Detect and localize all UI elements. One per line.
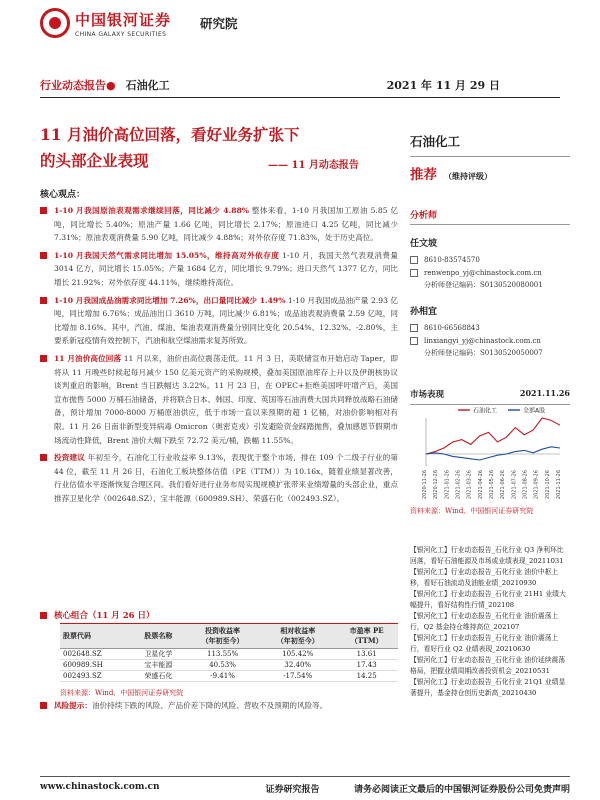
- table-header: 股票名称: [132, 624, 185, 649]
- key-point-text: 整体来看，1-10 月我国加工原油 5.85 亿吨，同比增长 5.40%；原油产量 1.66 亿吨，同比增长 2.17%；原油进口 4.25 亿吨，同比减少 7.31%；原油表观消费量 5.90 亿吨，同比减少 4.88%；对外依存度 71.83%，处于历史高位。: [54, 206, 399, 243]
- analyst-name: 任文坡: [410, 239, 438, 249]
- sidebar-sector: 石油化工: [410, 132, 570, 157]
- related-report[interactable]: 【银河化工】行业动态报告_石化行业 油价延续震荡格局，把握业绩周期改善投资机会_20210531: [410, 656, 566, 675]
- x-tick-label: 2021-09-26: [533, 470, 540, 500]
- table-header: 股票代码: [60, 624, 132, 649]
- x-tick-label: 2021-04-26: [477, 470, 484, 500]
- table-header: 市盈率 PE （TTM）: [335, 624, 398, 649]
- legend-label: 全部A股: [523, 407, 546, 415]
- series-line: [426, 418, 560, 454]
- table-header: 相对收益率 （年初至今）: [260, 624, 335, 649]
- phone-icon: [410, 256, 418, 264]
- page-footer: [40, 776, 570, 795]
- table-source: 资料来源：Wind、中国银河证券研究院: [60, 689, 184, 697]
- analyst-card: [410, 304, 570, 360]
- galaxy-logo-icon: [40, 8, 70, 38]
- rating-value: 推荐: [410, 167, 437, 183]
- x-tick-label: 2021-10-26: [544, 470, 551, 500]
- related-reports: [410, 545, 570, 699]
- analyst-cert: 分析师登记编码：S0130520050007: [424, 349, 543, 358]
- stock-name: 荣盛石化: [132, 671, 185, 682]
- ytd-return: 40.53%: [185, 660, 260, 671]
- bullet-square-icon: [40, 252, 47, 259]
- report-date: 2021 年 11 月 29 日: [386, 78, 500, 92]
- portfolio-heading: [40, 609, 155, 621]
- report-subtitle: —— 11 月动态报告: [268, 160, 359, 171]
- title-line-2: 的头部企业表现: [40, 151, 149, 170]
- table-row: [60, 671, 398, 682]
- chart-source: 资料来源：Wind、中国银河证券研究院: [410, 507, 534, 515]
- stock-code: 600989.SH: [60, 660, 132, 671]
- relative-return: 105.42%: [260, 649, 335, 660]
- logo-name: 中国银河证券: [75, 10, 172, 29]
- market-performance-chart: [410, 404, 570, 504]
- risk-text: 油价持续下跌的风险、产品价差下降的风险、营收不及预期的风险等。: [91, 701, 328, 710]
- related-report[interactable]: 【银河化工】行业动态报告_石化行业 油价震荡上行，看好行业 Q2 业绩表现_20210630: [410, 634, 559, 653]
- key-point-headline: 1-10 月我国天然气需求同比增加 15.05%，维持高对外依存度: [54, 250, 280, 260]
- analyst-phone: 8610-83574570: [424, 256, 480, 265]
- x-tick-label: 2021-06-26: [500, 470, 507, 500]
- relative-return: -17.54%: [260, 671, 335, 682]
- portfolio-table: [60, 623, 398, 682]
- x-tick-label: 2021-02-26: [455, 470, 462, 500]
- key-point-headline: 11 月油价高位回落: [54, 353, 122, 363]
- table-row: [60, 660, 398, 671]
- sidebar: [410, 132, 570, 358]
- analyst-email[interactable]: renwenpo_yj@chinastock.com.cn: [424, 268, 542, 277]
- related-report[interactable]: 【银河化工】行业动态报告_石化行业 油价震荡上行，Q2 基金持仓维持高位_202107: [410, 612, 559, 631]
- rating-block: [410, 163, 570, 183]
- bullet-square-icon: [40, 297, 47, 304]
- ytd-return: 113.55%: [185, 649, 260, 660]
- series-line: [426, 447, 560, 460]
- title-line-1: 11 月油价高位回落，看好业务扩张下: [40, 125, 300, 144]
- chart-header: [410, 388, 570, 405]
- x-tick-label: 2021-05-26: [489, 470, 495, 500]
- x-tick-label: 2021-01-26: [444, 470, 451, 500]
- key-point: [40, 249, 398, 290]
- stock-name: 宝丰能源: [132, 660, 185, 671]
- report-sector: 石油化工: [125, 78, 170, 92]
- bullet-square-icon: [40, 454, 47, 461]
- pe-ttm: 13.61: [335, 649, 398, 660]
- chart-date: 2021.11.26: [519, 388, 570, 398]
- table-header: 投资收益率 （年初至今）: [185, 624, 260, 649]
- footer-url[interactable]: www.chinastock.com.cn: [40, 782, 160, 792]
- x-tick-label: 2021-07-26: [511, 470, 518, 500]
- key-point-headline: 1-10 月我国成品油需求同比增加 7.26%，出口量同比减少 1.49%: [54, 295, 286, 305]
- pe-ttm: 17.43: [335, 660, 398, 671]
- analyst-phone: 8610-66568843: [424, 324, 480, 333]
- key-point-headline: 投资建议: [54, 453, 86, 463]
- relative-return: 32.40%: [260, 660, 335, 671]
- analyst-card: [410, 236, 570, 292]
- phone-icon: [410, 324, 418, 332]
- related-report[interactable]: 【银河化工】行业动态报告_石化行业 21Q1 业绩显著提升，基金持仓创历史新高_20210430: [410, 678, 566, 697]
- email-icon: [410, 269, 418, 277]
- rating-note: （维持评级）: [444, 171, 492, 181]
- risk-point: [40, 699, 398, 713]
- key-point-text: 11 月以来，油价由高位震荡走低。11 月 3 日，美联储宣布开始启动 Taper，即将从 11 月晚些时候起每月减少 150 亿美元资产的采购规模，叠加美国原油库存上升以及伊朗核协议谈判重启的影响，Brent 当日跌幅达 3.22%。11 月 23 日，在 OPEC+拒绝美国呼吁增产后，美国宣布抛售 5000 万桶石油储备，并将联合日本、韩国、印度、英国等石油消费大国共同释放战略石油储备，预计增加 7000-8000 万桶原油供应，低于市场一直以来预期的超 1 亿桶，对油价影响相对有限。11 月 26 日南非新型变异病毒 Omicron（奥密克戎）引发避险资金踩踏抛售，叠加感恩节假期市场流动性降低，Brent 油价大幅下跌至 72.72 美元/桶，跌幅 11.55%。: [54, 353, 398, 445]
- analyst-email[interactable]: linxiangyi_yj@chinastock.com.cn: [424, 336, 541, 345]
- x-tick-label: 2020-12-26: [433, 470, 440, 500]
- x-tick-label: 2021-11-26: [556, 470, 562, 500]
- x-tick-label: 2021-03-26: [466, 470, 473, 500]
- risk-note: [40, 699, 398, 713]
- key-point-text: 年初至今，石油化工行业收益率 9.13%，表现优于整个市场，排在 109 个二级子行业的第 44 位，截至 11 月 26 日，石油化工板块整体估值（PE（TTM））为 10.16x，随着业绩显著改善，行业估值水平逐渐恢复合理区间。我们看好进行业务布局实现规模扩张带来业绩增量的头部企业，重点推荐卫星化学（002648.SZ）、宝丰能源（600989.SH）、荣盛石化（002493.SZ）。: [54, 453, 398, 503]
- related-report[interactable]: 【银河化工】行业动态报告_石化行业 Q3 净利环比回落，看好石油能源及市场或业绩表现_20211031: [410, 546, 564, 565]
- key-point-text: 1-10 月，我国天然气表观消费量 3014 亿方，同比增长 15.05%；产量 1684 亿方，同比增长 9.79%；进口天然气 1377 亿方，同比增长 21.92%；对外依存度 44.11%，继续维持高位。: [54, 250, 398, 287]
- key-points: [40, 204, 398, 505]
- related-report[interactable]: 【银河化工】行业动态报告_石化行业 油价中枢上移，看好石油流动及油能业绩_20210930: [410, 568, 559, 587]
- report-bar: [40, 72, 560, 98]
- stock-code: 002493.SZ: [60, 671, 132, 682]
- brand-logo: [40, 8, 171, 38]
- related-report[interactable]: 【银河化工】行业动态报告_石化行业 21H1 业绩大幅提升，看好结构性行情_202108: [410, 590, 566, 609]
- chart-title: 市场表现: [410, 390, 445, 400]
- bullet-square-icon: [40, 355, 47, 362]
- stock-name: 卫星化学: [132, 649, 185, 660]
- footer-disclaimer: 请务必阅读正文最后的中国银河证券股份公司免责声明: [353, 785, 570, 795]
- key-point: [40, 352, 398, 447]
- bullet-square-icon: [40, 612, 47, 619]
- key-point-text: 1-10 月我国成品油产量 2.93 亿吨，同比增加 6.76%；成品油出口 3610 万吨，同比减少 6.81%；成品油表观消费量 2.59 亿吨，同比增加 8.16%。其中，汽油、煤油、柴油表观消费量分别同比变化 20.54%、12.32%、-2.80%，主要系新冠疫情有效控制下，汽油和航空煤油需求复苏所致。: [54, 295, 399, 346]
- logo-english: CHINA GALAXY SECURITIES: [75, 30, 167, 38]
- footer-label: 证券研究报告: [265, 785, 320, 795]
- analyst-header: 分析师: [410, 208, 570, 225]
- bullet-square-icon: [40, 702, 47, 709]
- risk-headline: 风险提示：: [54, 701, 92, 710]
- key-point: [40, 294, 398, 348]
- stock-code: 002648.SZ: [60, 649, 132, 660]
- analyst-cert: 分析师登记编码：S0130520080001: [424, 281, 543, 290]
- analyst-name: 孙相宜: [410, 307, 438, 317]
- bullet-square-icon: [40, 207, 47, 214]
- table-row: [60, 649, 398, 660]
- email-icon: [410, 337, 418, 345]
- key-point: [40, 451, 398, 505]
- x-tick-label: 2021-08-26: [522, 470, 529, 500]
- institute-label: 研究院: [200, 16, 238, 31]
- key-point: [40, 204, 398, 245]
- portfolio-title: 核心组合（11 月 26 日）: [54, 611, 155, 621]
- pe-ttm: 14.25: [335, 671, 398, 682]
- x-tick-label: 2020-11-26: [422, 470, 428, 500]
- core-label: 核心观点：: [40, 190, 86, 200]
- report-type: 行业动态报告●: [40, 78, 116, 92]
- ytd-return: -9.41%: [185, 671, 260, 682]
- legend-label: 石油化工: [473, 407, 498, 415]
- key-point-headline: 1-10 月我国原油表观需求继续回落，同比减少 4.88%: [54, 206, 250, 215]
